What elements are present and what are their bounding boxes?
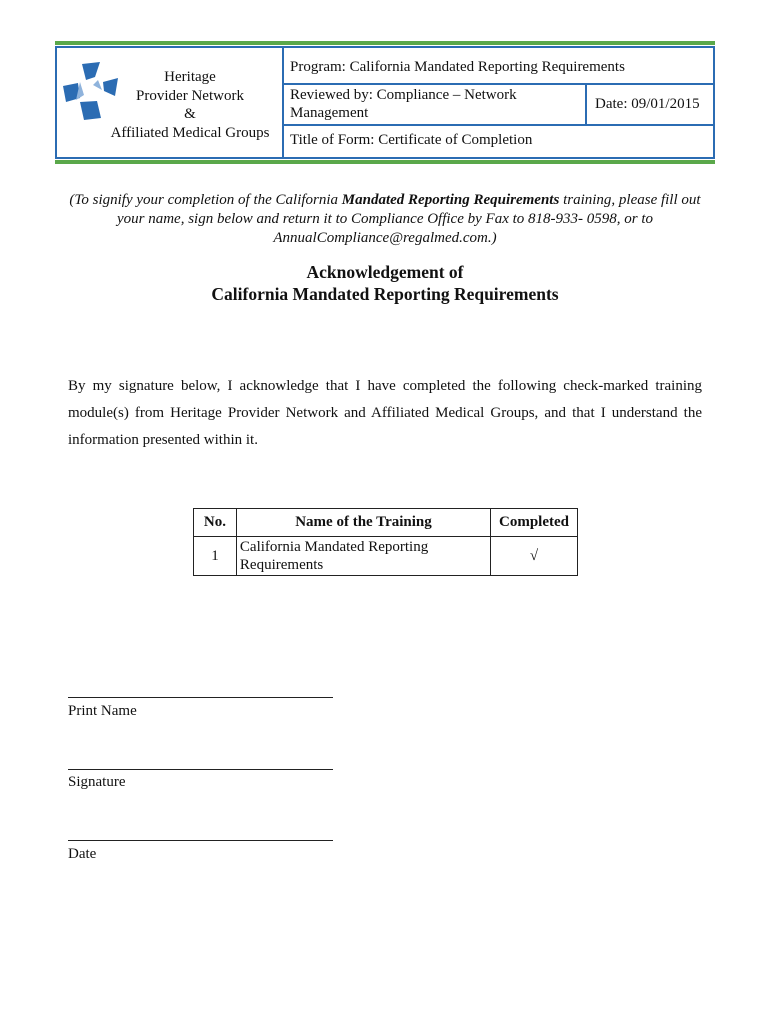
training-table <box>193 508 578 576</box>
instructions-text-start: (To signify your completion of the California <box>69 192 342 208</box>
table-row <box>194 537 578 576</box>
signature-label: Signature <box>68 774 126 790</box>
header-divider-date <box>585 84 587 125</box>
instructions-text-emphasis: Mandated Reporting Requirements <box>341 192 560 208</box>
column-header-training: Name of the Training <box>236 509 490 537</box>
row-training-name: California Mandated Reporting Requirements <box>236 537 490 576</box>
instructions-text <box>60 191 710 248</box>
print-name-label: Print Name <box>68 703 137 719</box>
header-left-border <box>55 48 57 157</box>
page-title-line-1: Acknowledgement of <box>306 262 464 282</box>
page-title <box>60 261 710 305</box>
organization-name <box>100 68 280 142</box>
column-header-completed: Completed <box>491 509 578 537</box>
date-line[interactable] <box>68 840 333 841</box>
header-row-line-2 <box>282 124 715 126</box>
page-title-line-2: California Mandated Reporting Requirements <box>211 284 559 304</box>
header-row-line-1 <box>282 83 715 85</box>
reviewed-by-cell: Reviewed by: Compliance – Network Management <box>290 87 517 121</box>
date-cell: Date: 09/01/2015 <box>595 96 700 112</box>
row-number: 1 <box>194 537 237 576</box>
org-line: Affiliated Medical Groups <box>110 124 270 141</box>
signature-line[interactable] <box>68 769 333 770</box>
header-bottom-green-rule <box>55 160 715 164</box>
header-divider-org <box>282 48 284 157</box>
print-name-line[interactable] <box>68 697 333 698</box>
instructions-text-end: training, please fill out your name, sign below and return it to Compliance Office by Fax to 818-933- 0598, or to AnnualCompliance@regalmed.com.) <box>116 192 701 246</box>
date-label: Date <box>68 846 97 862</box>
header-top-blue-rule <box>55 46 715 48</box>
org-line: & <box>184 106 196 122</box>
table-header-row <box>194 509 578 537</box>
form-title-cell: Title of Form: Certificate of Completion <box>290 132 533 148</box>
header-top-green-rule <box>55 41 715 45</box>
program-cell: Program: California Mandated Reporting Requirements <box>290 59 625 75</box>
header-right-border <box>713 48 715 157</box>
org-line: Provider Network <box>136 87 244 104</box>
column-header-no: No. <box>194 509 237 537</box>
org-line: Heritage <box>164 69 216 85</box>
header-bottom-blue-rule <box>55 157 715 159</box>
acknowledgement-paragraph: By my signature below, I acknowledge that I have completed the following check-marked training module(s) from Heritage Provider Network and Affiliated Medical Groups, and that I understand the information presented within it. <box>68 378 702 448</box>
row-completed-check: √ <box>491 537 578 576</box>
